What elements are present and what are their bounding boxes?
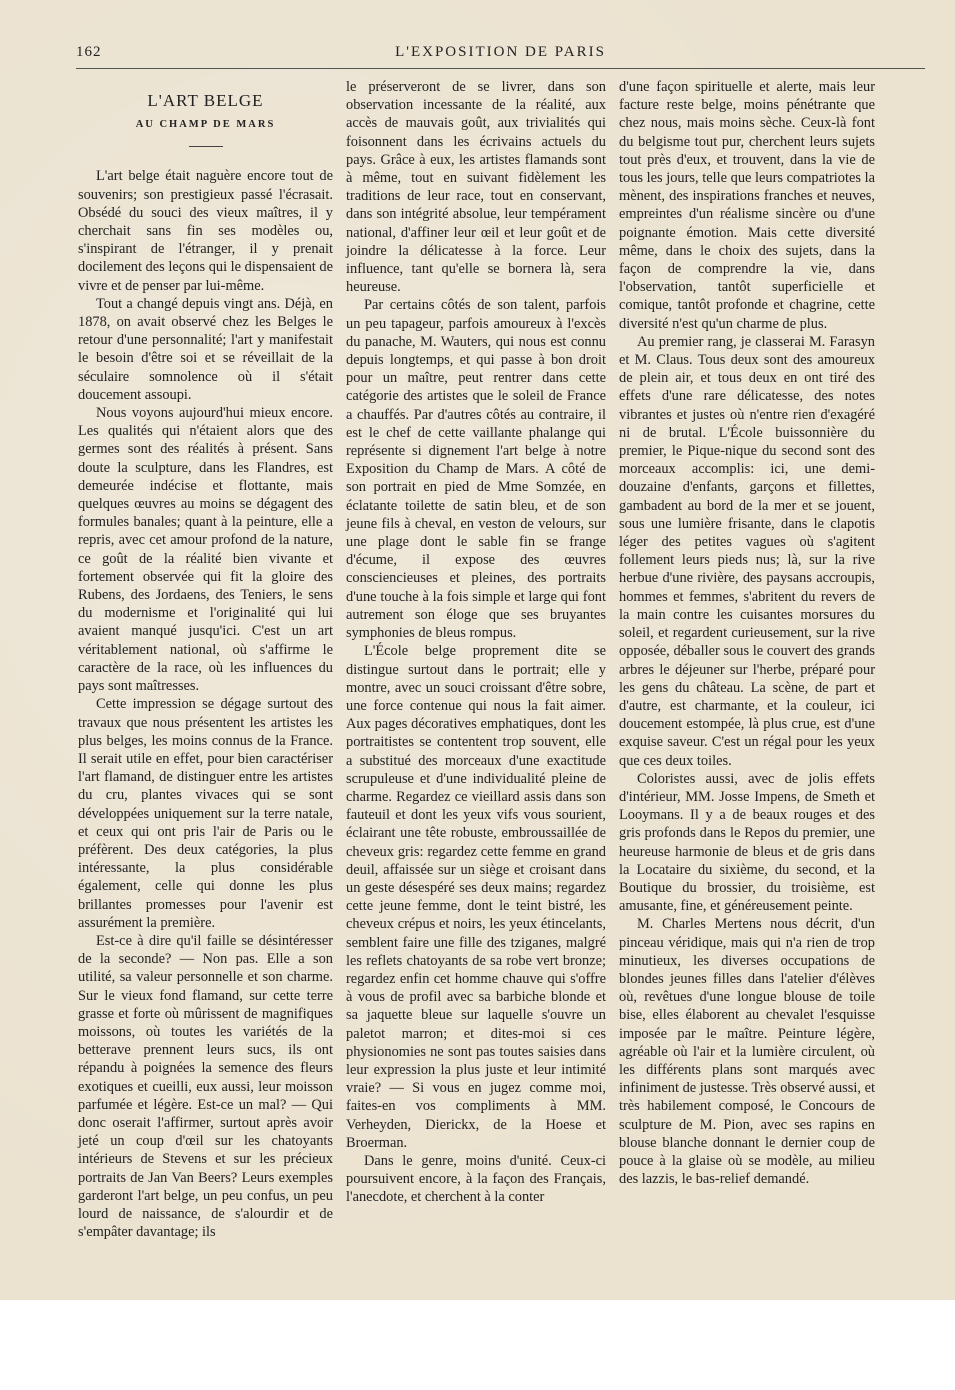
- paragraph: d'une façon spirituelle et alerte, mais leur facture reste belge, moins pénétrante que chez nous, mais moins sèche. Ceux-là font du belgisme tout pur, cherchent leurs sujets tout près d'eux, et trouvent, dans la vie de tous les jours, telle que leurs compatriotes la mènent, des inspirations franches et neuves, empreintes d'un réalisme sincère ou d'une poignante émotion. Mais cette diversité même, dans le choix des sujets, dans la façon de comprendre la vie, dans l'observation, tantôt superficielle et comique, tantôt profonde et chagrine, cette diversité n'est qu'un charme de plus.: [619, 79, 875, 332]
- paragraph: M. Charles Mertens nous décrit, d'un pinceau véridique, mais qui n'a rien de trop minutieux, les diverses occupations de blondes jeunes filles dans l'atelier d'élèves où, revêtues d'une longue blouse de toile bise, elles élaborent au chevalet l'esquisse imposée par le maître. Peinture légère, agréable où l'air et la lumière circulent, où les différents plans sont marqués avec infiniment de justesse. Très observé aussi, et très habilement composé, le Concours de sculpture de M. Pion, avec ses rapins en blouse blanche donnant le dernier coup de pouce à la glaise où se modèle, au milieu des lazzis, le bas-relief demandé.: [619, 916, 875, 1188]
- article-title: L'ART BELGE: [147, 91, 264, 110]
- paragraph: Est-ce à dire qu'il faille se désintéresser de la seconde? — Non pas. Elle a son utilité, sa valeur personnelle et son charme. Sur le vieux fond flamand, sur cette terre grasse et forte où mûrissent de magnifiques moissons, où toutes les variétés de la betterave prennent leurs sucs, ils ont répandu à poignées la semence des fleurs exotiques et cueilli, eux aussi, leur moisson parfumée et légère. Est-ce un mal? — Qui donc oserait l'affirmer, surtout après avoir jeté un coup d'œil sur les chatoyants intérieurs de Stevens et sur les précieux portraits de Jan Van Beers? Leurs exemples garderont l'art belge, un peu confus, un peu lourd de naissance, de s'alourdir et de s'empâter davantage; ils: [78, 932, 333, 1241]
- paragraph: le préserveront de se livrer, dans son observation incessante de la réalité, aux accès de mauvais goût, aux trivialités qui foisonnent dans les écrivains actuels du pays. Grâce à eux, les artistes flamands sont à même, tout en suivant fidèlement les traditions de leur race, tout en conservant, dans son intégrité absolue, leur tempérament national, d'affiner leur œil et leur goût et de joindre la délicatesse à la force. Leur influence, tant qu'elle se bornera là, sera heureuse.: [346, 79, 606, 296]
- paragraph: Par certains côtés de son talent, parfois un peu tapageur, parfois amoureux à l'excès du panache, M. Wauters, qui nous est connu depuis longtemps, et qui passe à bon droit pour un maître, peut rentrer dans cette catégorie des artistes que le soleil de France a chauffés. Par d'autres côtés au contraire, il est le chef de cette vaillante phalange qui représente si dignement l'art belge à notre Exposition du Champ de Mars. A côté de son portrait en pied de Mme Somzée, en éclatante toilette de satin bleu, et de son jeune fils à cheval, en veston de velours, sur une plage dont le sable fin se frange d'écume, il expose des œuvres consciencieuses et pleines, des portraits d'une touche à la fois simple et large qui font autrement son éloge que ses bruyantes symphonies de bleus rompus.: [346, 297, 606, 642]
- column-2: [346, 78, 606, 1207]
- paragraph: Dans le genre, moins d'unité. Ceux-ci poursuivent encore, à la façon des Français, l'anecdote, et cherchent à la conter: [346, 1152, 606, 1206]
- page-number: 162: [76, 44, 102, 60]
- paragraph: Tout a changé depuis vingt ans. Déjà, en 1878, on avait observé chez les Belges le retour d'une personnalité; l'art y manifestait le besoin d'être soi et se réveillait de la séculaire somnolence où il s'était doucement assoupi.: [78, 295, 333, 403]
- header-rule: [76, 68, 925, 69]
- title-rule: [189, 146, 223, 147]
- article-subtitle: AU CHAMP DE MARS: [135, 119, 276, 131]
- paragraph: Au premier rang, je classerai M. Farasyn et M. Claus. Tous deux sont des amoureux de plein air, et tous deux en ont tiré des effets d'une rare délicatesse, des notes vibrantes et justes où n'entre rien d'exagéré ni de brutal. L'École buissonnière du premier, le Pique-nique du second sont des morceaux accomplis: ici, une demi-douzaine d'enfants, garçons et fillettes, gambadent au bord de la mer et se jouent, sous une lumière frisante, dans le clapotis léger des petites vagues où s'agitent follement leurs pieds nus; là, sur la rive herbue d'une rivière, des paysans accroupis, hommes et femmes, s'abritent du revers de la main contre les cuisantes morsures du soleil, et regardent curieusement, sur la rive opposée, déballer sous le couvert des grands arbres le déjeuner sur l'herbe, préparé pour les gens du château. La scène, de part et d'autre, est charmante, et la couleur, ici doucement estompée, là plus crue, est d'une exquise saveur. C'est un régal pour les yeux que ces deux toiles.: [619, 333, 875, 769]
- paragraph: L'École belge proprement dite se distingue surtout dans le portrait; elle y montre, avec un souci croissant d'être sobre, une force contenue qui nous la fait aimer. Aux pages décoratives emphatiques, dont les portraitistes se contentent trop souvent, elle a substitué des morceaux d'une exactitude scrupuleuse et d'une individualité pleine de charme. Regardez ce vieillard assis dans son fauteuil et dont les yeux vifs vous sourient, éclairant une tête robuste, embroussaillée de cheveux gris: regardez cette femme en grand deuil, affaissée sur un siège et croisant dans un geste désespéré ses deux mains; regardez cette jeune femme, dont le teint bistré, les cheveux crépus et noirs, les yeux étincelants, semblent faire une fille des tziganes, malgré les reflets chatoyants de sa robe vert bronze; regardez enfin cet homme chauve qui s'offre à vous de profil avec sa barbiche blonde et sa jaquette bleue sur laquelle s'ouvre un paletot marron; et dites-moi si ces physionomies ne sont pas toutes saisies dans leur expression la plus juste et leur intimité vraie? — Si vous en jugez comme moi, faites-en vos compliments à MM. Verheyden, Dierickx, de la Hoese et Broerman.: [346, 643, 606, 1151]
- page-header: [76, 44, 925, 68]
- running-title: L'EXPOSITION DE PARIS: [395, 44, 606, 60]
- paragraph: Coloristes aussi, avec de jolis effets d'intérieur, MM. Josse Impens, de Smeth et Looymans. Il y a de beaux rouges et des gris profonds dans le Repos du premier, une heureuse harmonie de bleus et de gris dans la Locataire du sixième, du second, et la Boutique du brossier, du troisième, est amusante, fine, et généreusement peinte.: [619, 770, 875, 915]
- paragraph: L'art belge était naguère encore tout de souvenirs; son prestigieux passé l'écrasait. Obsédé du souci des vieux maîtres, il y cherchait sans fin ses modèles ou, s'inspirant de l'étranger, il y prenait docilement des leçons qui le dispensaient de vivre et de penser par lui-même.: [78, 168, 333, 294]
- column-3: [619, 78, 875, 1188]
- paragraph: Cette impression se dégage surtout des travaux que nous présentent les artistes les plus belges, les moins connus de la France. Il serait utile en effet, pour bien caractériser l'art flamand, de distinguer entre les artistes du cru, plantes vivaces qui se sont développées uniquement sur la terre natale, et ceux qui ont pris l'air de Paris ou le préfèrent. Des deux catégories, la plus intéressante, la plus considérable également, celle qui donne les plus brillantes promesses pour l'avenir est assurément la première.: [78, 696, 333, 931]
- paragraph: Nous voyons aujourd'hui mieux encore. Les qualités qui n'étaient alors que des germes sont des réalités à présent. Sans doute la sculpture, dans les Flandres, est demeurée indécise et flottante, mais quelques œuvres au moins se dégagent des formules banales; quant à la peinture, elle a repris, avec cet amour profond de la nature, ce goût de la réalité bien vivante et fortement observée qui fit la gloire des Rubens, des Jordaens, des Teniers, le sens du modernisme et l'originalité qui lui avaient manqué jusqu'ici. C'est un art véritablement national, où s'affirme le caractère de la race, où les influences du pays sont maîtresses.: [78, 405, 333, 695]
- column-1: [78, 78, 333, 1241]
